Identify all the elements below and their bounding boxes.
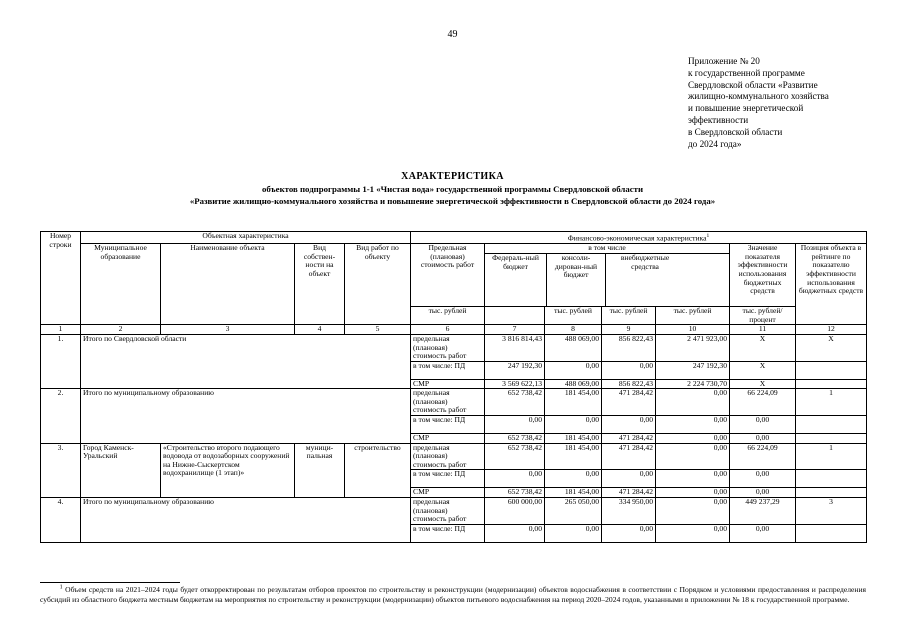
unit-federal: тыс. рублей [545, 307, 602, 325]
column-number: 11 [730, 325, 796, 335]
value-efficiency: X [730, 361, 796, 379]
value-rank [796, 488, 867, 498]
value-total-cost: 600 000,00 [485, 498, 545, 525]
header-municipality: Муниципальное образование [81, 244, 161, 325]
cost-type-label: в том числе: ПД [411, 416, 485, 434]
header-financial-label: Финансово-экономическая характеристика [567, 233, 707, 243]
appendix-line: до 2024 года» [688, 138, 742, 149]
value-extrabudget: 0,00 [656, 470, 730, 488]
footnote-divider [40, 582, 180, 583]
footnote-mark: 1 [59, 584, 63, 591]
column-number: 9 [602, 325, 656, 335]
cost-type-label: в том числе: ПД [411, 361, 485, 379]
value-federal: 0,00 [545, 416, 602, 434]
value-consolidated: 856 822,43 [602, 334, 656, 361]
header-object-name: Наименование объекта [161, 244, 295, 325]
value-federal: 181 454,00 [545, 488, 602, 498]
row-group-label: Итого по Свердловской области [81, 334, 411, 388]
value-efficiency: 449 237,29 [730, 498, 796, 525]
table-body [41, 334, 867, 542]
header-federal: Федераль-ный бюджет [485, 254, 547, 306]
value-rank [796, 524, 867, 542]
appendix-line: к государственной программе [688, 67, 805, 78]
table-row [41, 498, 867, 525]
appendix-line: и повышение энергетической [688, 103, 804, 114]
value-consolidated: 471 284,42 [602, 443, 656, 470]
value-efficiency: 0,00 [730, 488, 796, 498]
value-extrabudget: 0,00 [656, 443, 730, 470]
value-extrabudget: 2 224 730,70 [656, 379, 730, 389]
cost-type-label: предельная (плановая) стоимость работ [411, 334, 485, 361]
value-consolidated: 0,00 [602, 416, 656, 434]
appendix-line: эффективности [688, 114, 749, 125]
header-ownership: Вид собствен-ности на объект [295, 244, 345, 325]
header-rank: Позиция объекта в рейтинге по показателю эффективности использования бюджетных средств [796, 244, 867, 325]
value-total-cost: 3 816 814,43 [485, 334, 545, 361]
row-number: 2. [41, 389, 81, 443]
unit-extrabudget: тыс. рублей [656, 307, 730, 325]
value-total-cost: 652 738,42 [485, 443, 545, 470]
value-rank [796, 379, 867, 389]
header-including-label: в том числе [485, 244, 729, 254]
value-total-cost: 0,00 [485, 524, 545, 542]
cost-type-label: предельная (плановая) стоимость работ [411, 389, 485, 416]
value-efficiency: X [730, 379, 796, 389]
value-total-cost: 652 738,42 [485, 488, 545, 498]
column-number: 8 [545, 325, 602, 335]
appendix-line: Приложение № 20 [688, 56, 760, 66]
header-work-type: Вид работ по объекту [345, 244, 411, 325]
cost-type-label: СМР [411, 488, 485, 498]
appendix-line: жилищно-коммунального хозяйства [688, 91, 829, 102]
value-efficiency: 0,00 [730, 524, 796, 542]
value-federal: 0,00 [545, 470, 602, 488]
value-extrabudget: 0,00 [656, 488, 730, 498]
row-group-label: Итого по муниципальному образованию [81, 498, 411, 543]
value-federal: 0,00 [545, 524, 602, 542]
header-efficiency: Значение показателя эффективности использования бюджетных средств [730, 244, 796, 307]
table-row [41, 389, 867, 416]
value-extrabudget: 2 471 923,00 [656, 334, 730, 361]
header-extrabudget: внебюджетные средства [620, 253, 670, 271]
value-consolidated: 471 284,42 [602, 434, 656, 444]
value-consolidated: 471 284,42 [602, 389, 656, 416]
value-total-cost: 3 569 622,13 [485, 379, 545, 389]
header-including [485, 244, 730, 307]
cost-type-label: предельная (плановая) стоимость работ [411, 498, 485, 525]
cost-type-label: в том числе: ПД [411, 470, 485, 488]
value-total-cost: 247 192,30 [485, 361, 545, 379]
municipality-cell: Город Каменск-Уральский [81, 443, 161, 497]
column-number: 2 [81, 325, 161, 335]
ownership-cell: муници-пальная [295, 443, 345, 497]
value-federal: 488 069,00 [545, 379, 602, 389]
value-total-cost: 652 738,42 [485, 434, 545, 444]
cost-type-label: СМР [411, 434, 485, 444]
value-efficiency: X [730, 334, 796, 361]
object-name-cell: «Строительство второго подающего водовода от водозаборных сооружений на Нижне-Сыскертском водохранилище (1 этап)» [161, 443, 295, 497]
row-number: 4. [41, 498, 81, 543]
value-extrabudget: 0,00 [656, 416, 730, 434]
column-number: 4 [295, 325, 345, 335]
column-number: 1 [41, 325, 81, 335]
header-consolidated: консоли-дирован-ный бюджет [547, 254, 606, 306]
column-number: 12 [796, 325, 867, 335]
value-efficiency: 66 224,09 [730, 389, 796, 416]
document-subtitle-program: «Развитие жилищно-коммунального хозяйства и повышение энергетической эффективности в Свердловской области до 2024 года» [189, 196, 716, 206]
unit-blank [485, 307, 545, 325]
value-rank [796, 434, 867, 444]
header-including-subcols [485, 254, 729, 306]
unit-consolidated: тыс. рублей [602, 307, 656, 325]
row-group-label: Итого по муниципальному образованию [81, 389, 411, 443]
value-rank [796, 361, 867, 379]
column-number: 6 [411, 325, 485, 335]
appendix-line: в Свердловской области [688, 126, 783, 137]
value-federal: 181 454,00 [545, 389, 602, 416]
value-federal: 488 069,00 [545, 334, 602, 361]
value-consolidated: 0,00 [602, 470, 656, 488]
cost-type-label: предельная (плановая) стоимость работ [411, 443, 485, 470]
footnote [40, 585, 866, 605]
unit-cost: тыс. рублей [411, 307, 485, 325]
appendix-line: Свердловской области «Развитие [688, 79, 818, 90]
column-number: 7 [485, 325, 545, 335]
page-number: 49 [447, 29, 458, 40]
document-subtitle: объектов подпрограммы 1-1 «Чистая вода» государственной программы Свердловской области [261, 184, 644, 194]
value-extrabudget: 0,00 [656, 498, 730, 525]
column-number: 10 [656, 325, 730, 335]
header-object-characteristics: Объектная характеристика [81, 232, 411, 244]
value-federal: 181 454,00 [545, 434, 602, 444]
value-total-cost: 0,00 [485, 416, 545, 434]
value-total-cost: 0,00 [485, 470, 545, 488]
row-number: 3. [41, 443, 81, 497]
value-consolidated: 334 950,00 [602, 498, 656, 525]
value-rank: 1 [796, 443, 867, 470]
value-rank [796, 470, 867, 488]
characteristics-table [40, 231, 867, 543]
unit-efficiency: тыс. рублей/процент [730, 307, 796, 325]
value-total-cost: 652 738,42 [485, 389, 545, 416]
cost-type-label: СМР [411, 379, 485, 389]
value-extrabudget: 0,00 [656, 389, 730, 416]
value-federal: 181 454,00 [545, 443, 602, 470]
value-extrabudget: 0,00 [656, 434, 730, 444]
document-title: ХАРАКТЕРИСТИКА [401, 171, 504, 182]
appendix-note [688, 56, 829, 150]
header-max-cost: Предельная (плановая) стоимость работ [411, 244, 485, 307]
value-rank: 3 [796, 498, 867, 525]
value-consolidated: 471 284,42 [602, 488, 656, 498]
value-consolidated: 856 822,43 [602, 379, 656, 389]
value-efficiency: 66 224,09 [730, 443, 796, 470]
value-efficiency: 0,00 [730, 470, 796, 488]
value-federal: 265 050,00 [545, 498, 602, 525]
value-efficiency: 0,00 [730, 434, 796, 444]
column-numbers-row [41, 325, 867, 335]
value-consolidated: 0,00 [602, 524, 656, 542]
value-extrabudget: 247 192,30 [656, 361, 730, 379]
header-row-number: Номер строки [41, 232, 81, 325]
row-number: 1. [41, 334, 81, 388]
column-number: 5 [345, 325, 411, 335]
value-consolidated: 0,00 [602, 361, 656, 379]
value-efficiency: 0,00 [730, 416, 796, 434]
table-row [41, 334, 867, 361]
table-row [41, 443, 867, 470]
value-rank [796, 416, 867, 434]
column-number: 3 [161, 325, 295, 335]
footnote-text: Объем средств на 2021–2024 годы будет откорректирован по результатам отборов проектов по строительству и реконструкции (модернизации) объектов водоснабжения в соответствии с Порядком и условиями предоставления и распределения субсидий из областного бюджета местным бюджетам на мероприятия по строительству и реконструкции (модернизации) объектов питьевого водоснабжения на период 2020–2024 годов, указанными в приложении № 18 к государственной программе. [40, 585, 867, 604]
cost-type-label: в том числе: ПД [411, 524, 485, 542]
value-federal: 0,00 [545, 361, 602, 379]
title-block [0, 171, 905, 207]
value-rank: X [796, 334, 867, 361]
header-financial-characteristics [411, 232, 867, 244]
footnote-ref: 1 [706, 233, 710, 239]
work-type-cell: строительство [345, 443, 411, 497]
value-rank: 1 [796, 389, 867, 416]
value-extrabudget: 0,00 [656, 524, 730, 542]
